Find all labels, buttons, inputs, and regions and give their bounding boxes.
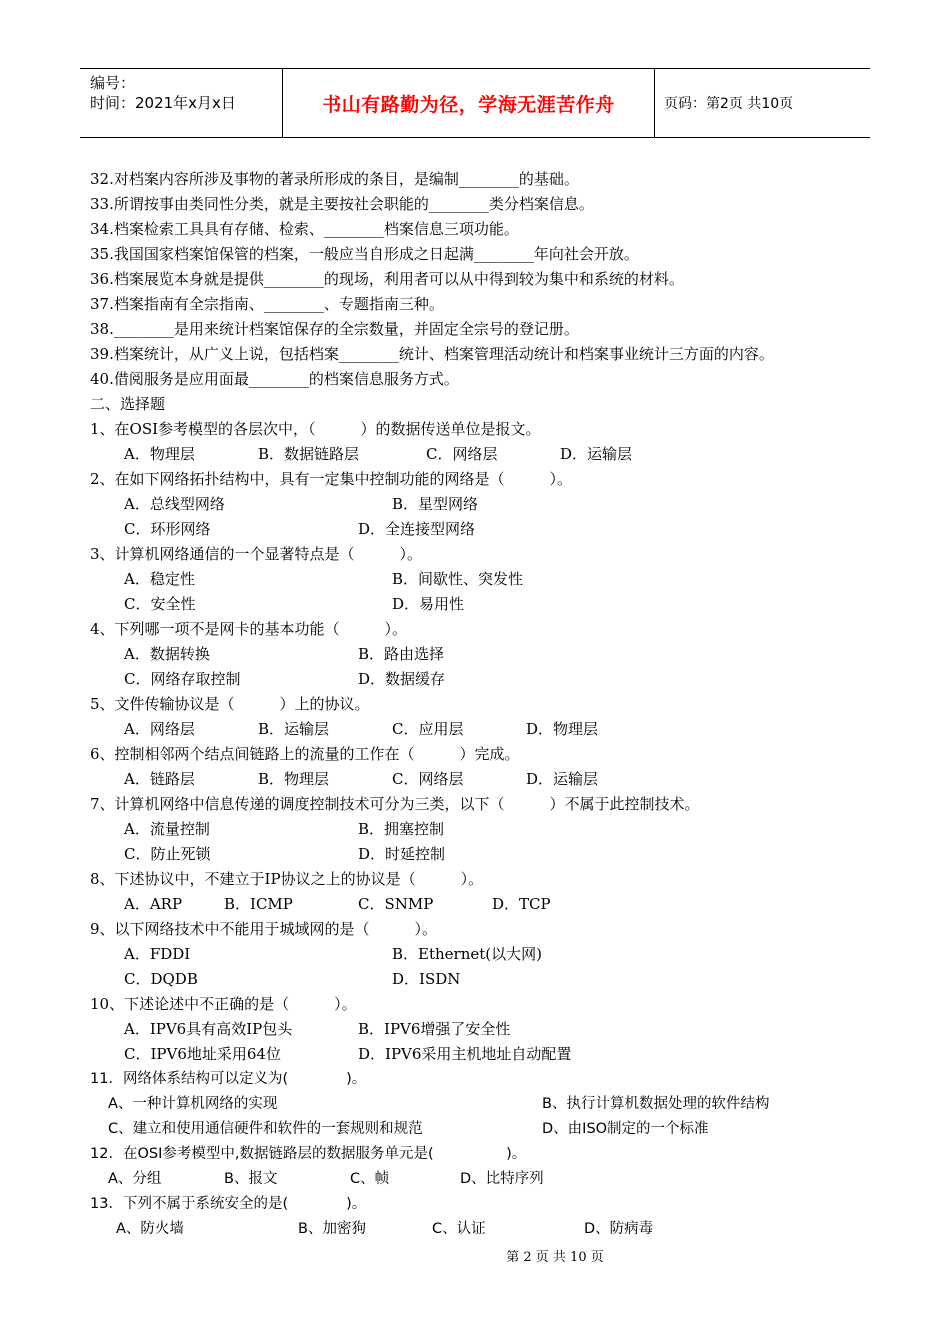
option-row <box>90 667 870 692</box>
page-header <box>80 68 870 138</box>
option: C、建立和使用通信硬件和软件的一套规则和规范 <box>108 1121 423 1137</box>
fill-question: 35.我国国家档案馆保管的档案，一般应当自形成之日起满________年向社会开放。 <box>90 245 639 263</box>
option: B、加密狗 <box>298 1221 366 1237</box>
option-row <box>90 1092 870 1117</box>
option-row <box>90 1217 870 1242</box>
question-stem: 7、计算机网络中信息传递的调度控制技术可分为三类，以下（ ）不属于此控制技术。 <box>90 795 700 813</box>
question-content <box>90 167 870 1242</box>
option: B、报文 <box>224 1171 278 1187</box>
document-time-label: 时间：2021年x月x日 <box>90 94 236 112</box>
option-row <box>90 892 870 917</box>
option-row <box>90 592 870 617</box>
option-row <box>90 717 870 742</box>
question-stem: 1、在OSI参考模型的各层次中，（ ）的数据传送单位是报文。 <box>90 420 541 438</box>
option-row <box>90 842 870 867</box>
question-stem: 13．下列不属于系统安全的是( )。 <box>90 1196 367 1212</box>
fill-question: 38.________是用来统计档案馆保存的全宗数量，并固定全宗号的登记册。 <box>90 320 579 338</box>
option: B．物理层 <box>258 770 330 788</box>
option-row <box>90 1167 870 1192</box>
option: B、执行计算机数据处理的软件结构 <box>542 1096 770 1112</box>
header-meta <box>90 73 236 113</box>
question-stem: 4、下列哪一项不是网卡的基本功能（ ）。 <box>90 620 408 638</box>
option: D．易用性 <box>392 595 465 613</box>
option: B．数据链路层 <box>258 445 360 463</box>
option: B．IPV6增强了安全性 <box>358 1020 511 1038</box>
question-stem: 6、控制相邻两个结点间链路上的流量的工作在（ ）完成。 <box>90 745 520 763</box>
option: D．ISDN <box>392 970 461 988</box>
option: A．IPV6具有高效IP包头 <box>124 1020 293 1038</box>
option: B．ICMP <box>224 895 293 913</box>
option: B．拥塞控制 <box>358 820 445 838</box>
option: B．间歇性、突发性 <box>392 570 524 588</box>
option: C、帧 <box>350 1171 390 1187</box>
option: A．稳定性 <box>124 570 195 588</box>
option: D．运输层 <box>560 445 633 463</box>
fill-question: 32.对档案内容所涉及事物的著录所形成的条目，是编制________的基础。 <box>90 170 579 188</box>
header-divider <box>654 69 655 137</box>
option-row <box>90 642 870 667</box>
fill-question: 37.档案指南有全宗指南、________、专题指南三种。 <box>90 295 444 313</box>
option-row <box>90 567 870 592</box>
option: C．SNMP <box>358 895 434 913</box>
fill-question: 36.档案展览本身就是提供________的现场，利用者可以从中得到较为集中和系统的材料。 <box>90 270 684 288</box>
option: C．IPV6地址采用64位 <box>124 1045 281 1063</box>
option-row <box>90 1017 870 1042</box>
question-stem: 12．在OSI参考模型中,数据链路层的数据服务单元是( )。 <box>90 1146 527 1162</box>
question-stem: 11．网络体系结构可以定义为( )。 <box>90 1071 367 1087</box>
option: D、比特序列 <box>460 1171 544 1187</box>
option: C．网络存取控制 <box>124 670 241 688</box>
option-row <box>90 1117 870 1142</box>
option: A．链路层 <box>124 770 195 788</box>
question-stem: 2、在如下网络拓扑结构中，具有一定集中控制功能的网络是（ ）。 <box>90 470 573 488</box>
option-row <box>90 492 870 517</box>
option: A、一种计算机网络的实现 <box>108 1096 278 1112</box>
option: D．全连接型网络 <box>358 520 476 538</box>
option: A、防火墙 <box>116 1221 184 1237</box>
option: D．TCP <box>492 895 551 913</box>
fill-question: 34.档案检索工具具有存储、检索、________档案信息三项功能。 <box>90 220 519 238</box>
fill-question: 40.借阅服务是应用面最________的档案信息服务方式。 <box>90 370 459 388</box>
option: C．应用层 <box>392 720 464 738</box>
question-stem: 9、以下网络技术中不能用于城域网的是（ ）。 <box>90 920 438 938</box>
section-title: 二、选择题 <box>90 395 166 413</box>
option: C．DQDB <box>124 970 198 988</box>
option: B．星型网络 <box>392 495 479 513</box>
option: D．时延控制 <box>358 845 446 863</box>
option: A．物理层 <box>124 445 195 463</box>
option-row <box>90 967 870 992</box>
option: C．网络层 <box>392 770 464 788</box>
option: C、认证 <box>432 1221 486 1237</box>
question-stem: 3、计算机网络通信的一个显著特点是（ ）。 <box>90 545 423 563</box>
option: B．运输层 <box>258 720 330 738</box>
option: A．网络层 <box>124 720 195 738</box>
option-row <box>90 442 870 467</box>
option: D、由ISO制定的一个标准 <box>542 1121 709 1137</box>
page-footer: 第 2 页 共 10 页 <box>506 1250 604 1265</box>
option-row <box>90 817 870 842</box>
option: A．ARP <box>124 895 183 913</box>
option: A．流量控制 <box>124 820 210 838</box>
option: C．安全性 <box>124 595 196 613</box>
option: A．数据转换 <box>124 645 210 663</box>
option: B．Ethernet(以大网) <box>392 945 542 963</box>
question-stem: 8、下述协议中，不建立于IP协议之上的协议是（ ）。 <box>90 870 484 888</box>
header-page-info: 页码：第2页 共10页 <box>664 96 794 112</box>
option-row <box>90 1042 870 1067</box>
option: A、分组 <box>108 1171 162 1187</box>
fill-question: 33.所谓按事由类同性分类，就是主要按社会职能的________类分档案信息。 <box>90 195 594 213</box>
option: C．环形网络 <box>124 520 211 538</box>
option-row <box>90 517 870 542</box>
document-number-label: 编号： <box>90 74 136 92</box>
fill-question: 39.档案统计，从广义上说，包括档案________统计、档案管理活动统计和档案事业统计三方面的内容。 <box>90 345 774 363</box>
question-stem: 5、文件传输协议是（ ）上的协议。 <box>90 695 370 713</box>
option-row <box>90 942 870 967</box>
option: A．总线型网络 <box>124 495 225 513</box>
option-row <box>90 767 870 792</box>
option: D、防病毒 <box>584 1221 654 1237</box>
option: A．FDDI <box>124 945 191 963</box>
option: D．IPV6采用主机地址自动配置 <box>358 1045 572 1063</box>
question-stem: 10、下述论述中不正确的是（ ）。 <box>90 995 357 1013</box>
option: D．运输层 <box>526 770 599 788</box>
option: C．防止死锁 <box>124 845 211 863</box>
option: D．物理层 <box>526 720 599 738</box>
header-motto: 书山有路勤为径，学海无涯苦作舟 <box>322 93 615 116</box>
option: C．网络层 <box>426 445 498 463</box>
option: D．数据缓存 <box>358 670 446 688</box>
option: B．路由选择 <box>358 645 445 663</box>
